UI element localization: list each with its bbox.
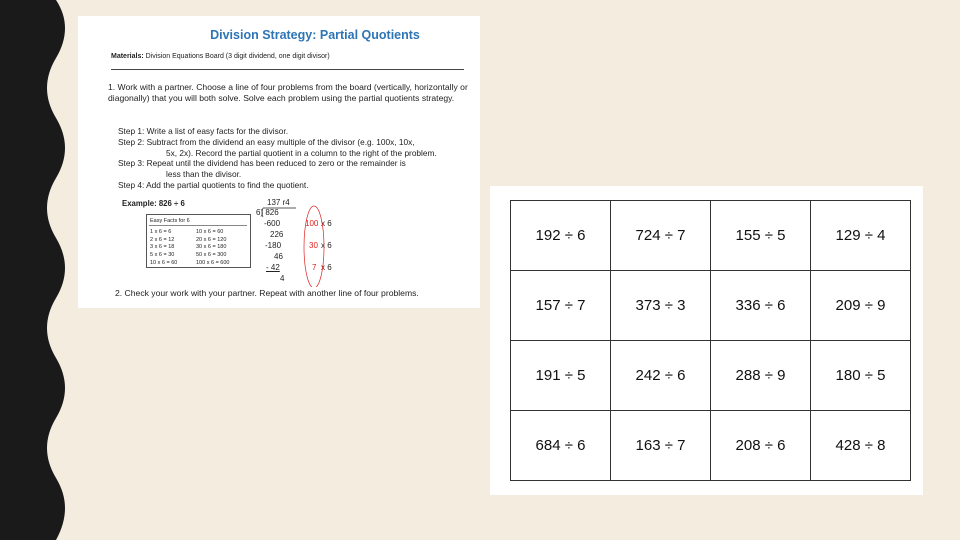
table-row [511,271,911,341]
fact-item: 10 x 6 = 60 [196,229,224,235]
strategy-step: Step 1: Write a list of easy facts for the divisor. [118,126,289,136]
problem-cell: 180 ÷ 5 [811,341,911,411]
instruction-step1: 1. Work with a partner. Choose a line of four problems from the board (vertically, horizontally or diagonally) that you will both solve. Solve each problem using the partial quotients strategy. [108,82,468,104]
division-line: -180 [265,241,282,250]
materials-text: Division Equations Board (3 digit dividend, one digit divisor) [145,53,330,60]
materials-line [111,52,330,61]
worksheet-image [78,16,480,308]
problem-cell: 336 ÷ 6 [711,271,811,341]
strategy-step: less than the divisor. [166,169,242,180]
times-divisor: x 6 [321,219,332,228]
table-row [511,341,911,411]
right-accent-bar [936,0,960,540]
worksheet-title: Division Strategy: Partial Quotients [210,28,420,42]
strategy-step: Step 2: Subtract from the dividend an easy multiple of the divisor (e.g. 100x, 10x, [118,136,415,147]
problem-cell: 373 ÷ 3 [611,271,711,341]
fact-item: 50 x 6 = 300 [196,252,227,259]
left-edge-shape [0,0,65,540]
strategy-step: Step 4: Add the partial quotients to find the quotient. [118,179,309,190]
materials-label: Materials: [111,53,144,60]
division-line: 226 [270,230,284,239]
example-label: Example: 826 ÷ 6 [122,199,185,208]
facts-grid [150,229,248,267]
strategy-steps [118,126,463,191]
table-row [511,201,911,271]
partial-quotient: 100 [305,219,319,228]
problem-cell: 155 ÷ 5 [711,201,811,271]
division-line: 46 [274,252,283,261]
partial-quotient: 7 [312,263,317,272]
fact-item: 1 x 6 = 6 [150,229,172,235]
long-division-example [254,197,344,287]
divider-line [111,69,464,70]
problem-cell: 242 ÷ 6 [611,341,711,411]
problem-cell: 192 ÷ 6 [511,201,611,271]
fact-item: 5 x 6 = 30 [150,252,175,259]
problems-board [490,186,923,495]
fact-item: 30 x 6 = 180 [196,244,227,251]
fact-item: 100 x 6 = 600 [196,259,230,266]
partial-quotient: 30 [309,241,318,250]
facts-divider [149,225,247,226]
instruction-step2: 2. Check your work with your partner. Repeat with another line of four problems. [115,288,419,298]
strategy-step: 5x, 2x). Record the partial quotient in a column to the right of the problem. [166,147,437,158]
fact-item: 2 x 6 = 12 [150,236,175,243]
division-line: - 42 [266,263,280,272]
problem-cell: 724 ÷ 7 [611,201,711,271]
division-line: 4 [280,274,285,283]
fact-item: 10 x 6 = 60 [150,259,178,266]
left-torn-edge [0,0,70,540]
table-row [511,411,911,481]
problem-cell: 428 ÷ 8 [811,411,911,481]
problem-cell: 129 ÷ 4 [811,201,911,271]
times-divisor: x 6 [321,263,332,272]
problem-cell: 157 ÷ 7 [511,271,611,341]
problem-cell: 288 ÷ 9 [711,341,811,411]
problem-cell: 208 ÷ 6 [711,411,811,481]
division-problems-table [510,200,911,481]
problem-cell: 191 ÷ 5 [511,341,611,411]
division-answer: 137 r4 [267,198,290,207]
times-divisor: x 6 [321,241,332,250]
division-bracket-lines [254,197,344,287]
facts-title: Easy Facts for 6 [150,218,190,224]
division-line: -600 [264,219,281,228]
strategy-step: Step 3: Repeat until the dividend has been reduced to zero or the remainder is [118,158,406,169]
division-divisor-dividend: 6) 826 [256,208,279,217]
fact-item: 20 x 6 = 120 [196,236,227,243]
problem-cell: 209 ÷ 9 [811,271,911,341]
problem-cell: 163 ÷ 7 [611,411,711,481]
fact-item: 3 x 6 = 18 [150,244,175,251]
problem-cell: 684 ÷ 6 [511,411,611,481]
easy-facts-box [146,214,251,268]
